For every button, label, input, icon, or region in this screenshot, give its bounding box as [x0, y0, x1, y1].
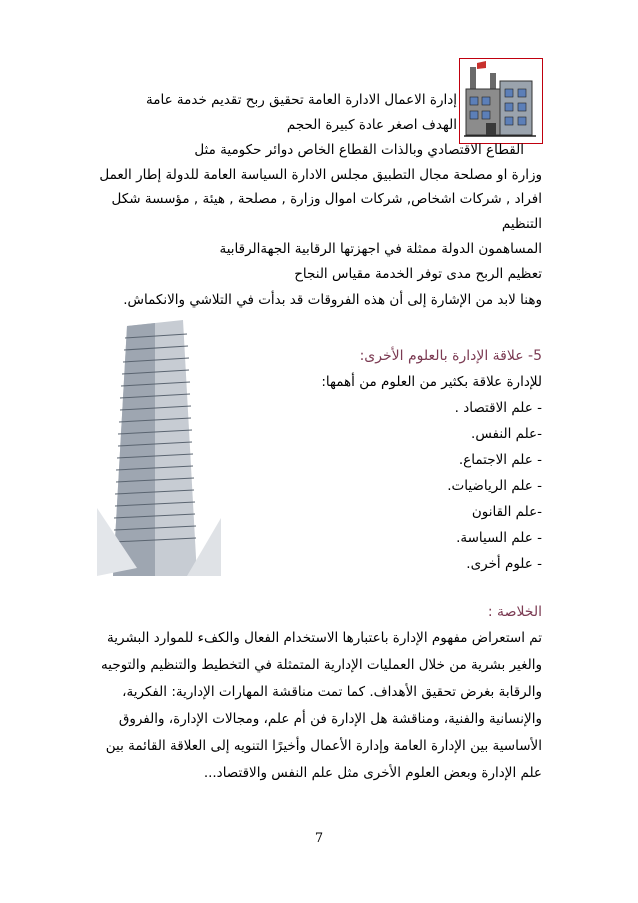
building-icon: [97, 318, 221, 576]
list-item: -علم النفس.: [471, 426, 542, 442]
list-item: - علوم أخرى.: [466, 556, 542, 572]
list-item: - علم الرياضيات.: [447, 478, 542, 494]
skyscraper-image: [97, 318, 221, 576]
intro-line-7: المساهمون الدولة ممثلة في اجهزتها الرقابية الجهةالرقابية: [219, 241, 542, 257]
intro-line-1: إدارة الاعمال الادارة العامة تحقيق ربح تقديم خدمة عامة: [145, 92, 457, 108]
list-item: - علم السياسة.: [456, 530, 542, 546]
list-item: -علم القانون: [471, 504, 542, 520]
summary-line-5: الأساسية بين الإدارة العامة وإدارة الأعمال وأخيرًا التنويه إلى العلاقة القائمة بين: [105, 738, 542, 754]
intro-line-6: التنظيم: [501, 216, 542, 232]
intro-line-3: القطاع الاقتصادي وبالذات القطاع الخاص دوائر حكومية مثل: [194, 142, 524, 158]
intro-line-5: افراد , شركات اشخاص, شركات اموال وزارة , مصلحة , هيئة , مؤسسة شكل: [111, 191, 542, 207]
intro-line-9: وهنا لابد من الإشارة إلى أن هذه الفروقات قد بدأت في التلاشي والانكماش.: [123, 292, 542, 308]
factory-image: [459, 58, 543, 144]
intro-line-2: الهدف اصغر عادة كبيرة الحجم: [286, 117, 457, 133]
section5-intro: للإدارة علاقة بكثير من العلوم من أهمها:: [321, 374, 542, 390]
summary-heading: الخلاصة :: [487, 604, 542, 620]
summary-line-2: والغير بشرية من خلال العمليات الإدارية المتمثلة في التخطيط والتنظيم والتوجيه: [101, 657, 542, 673]
summary-line-1: تم استعراض مفهوم الإدارة باعتبارها الاستخدام الفعال والكفء للموارد البشرية: [107, 630, 542, 646]
factory-icon: [460, 59, 542, 143]
summary-line-6: علم الإدارة وبعض العلوم الأخرى مثل علم النفس والاقتصاد...: [203, 765, 542, 781]
summary-line-4: والإنسانية والفنية، ومناقشة هل الإدارة فن أم علم، ومجالات الإدارة، والفروق: [118, 711, 542, 727]
intro-line-4: وزارة او مصلحة مجال التطبيق مجلس الادارة السياسة العامة للدولة إطار العمل: [99, 167, 542, 183]
summary-line-3: والرقابة بغرض تحقيق الأهداف. كما تمت مناقشة المهارات الإدارية: الفكرية،: [122, 684, 542, 700]
intro-line-8: تعظيم الربح مدى توفر الخدمة مقياس النجاح: [294, 266, 542, 282]
list-item: - علم الاجتماع.: [458, 452, 542, 468]
page-number: 7: [314, 831, 324, 846]
list-item: - علم الاقتصاد .: [454, 400, 542, 416]
section5-heading: 5- علاقة الإدارة بالعلوم الأخرى:: [359, 348, 542, 364]
